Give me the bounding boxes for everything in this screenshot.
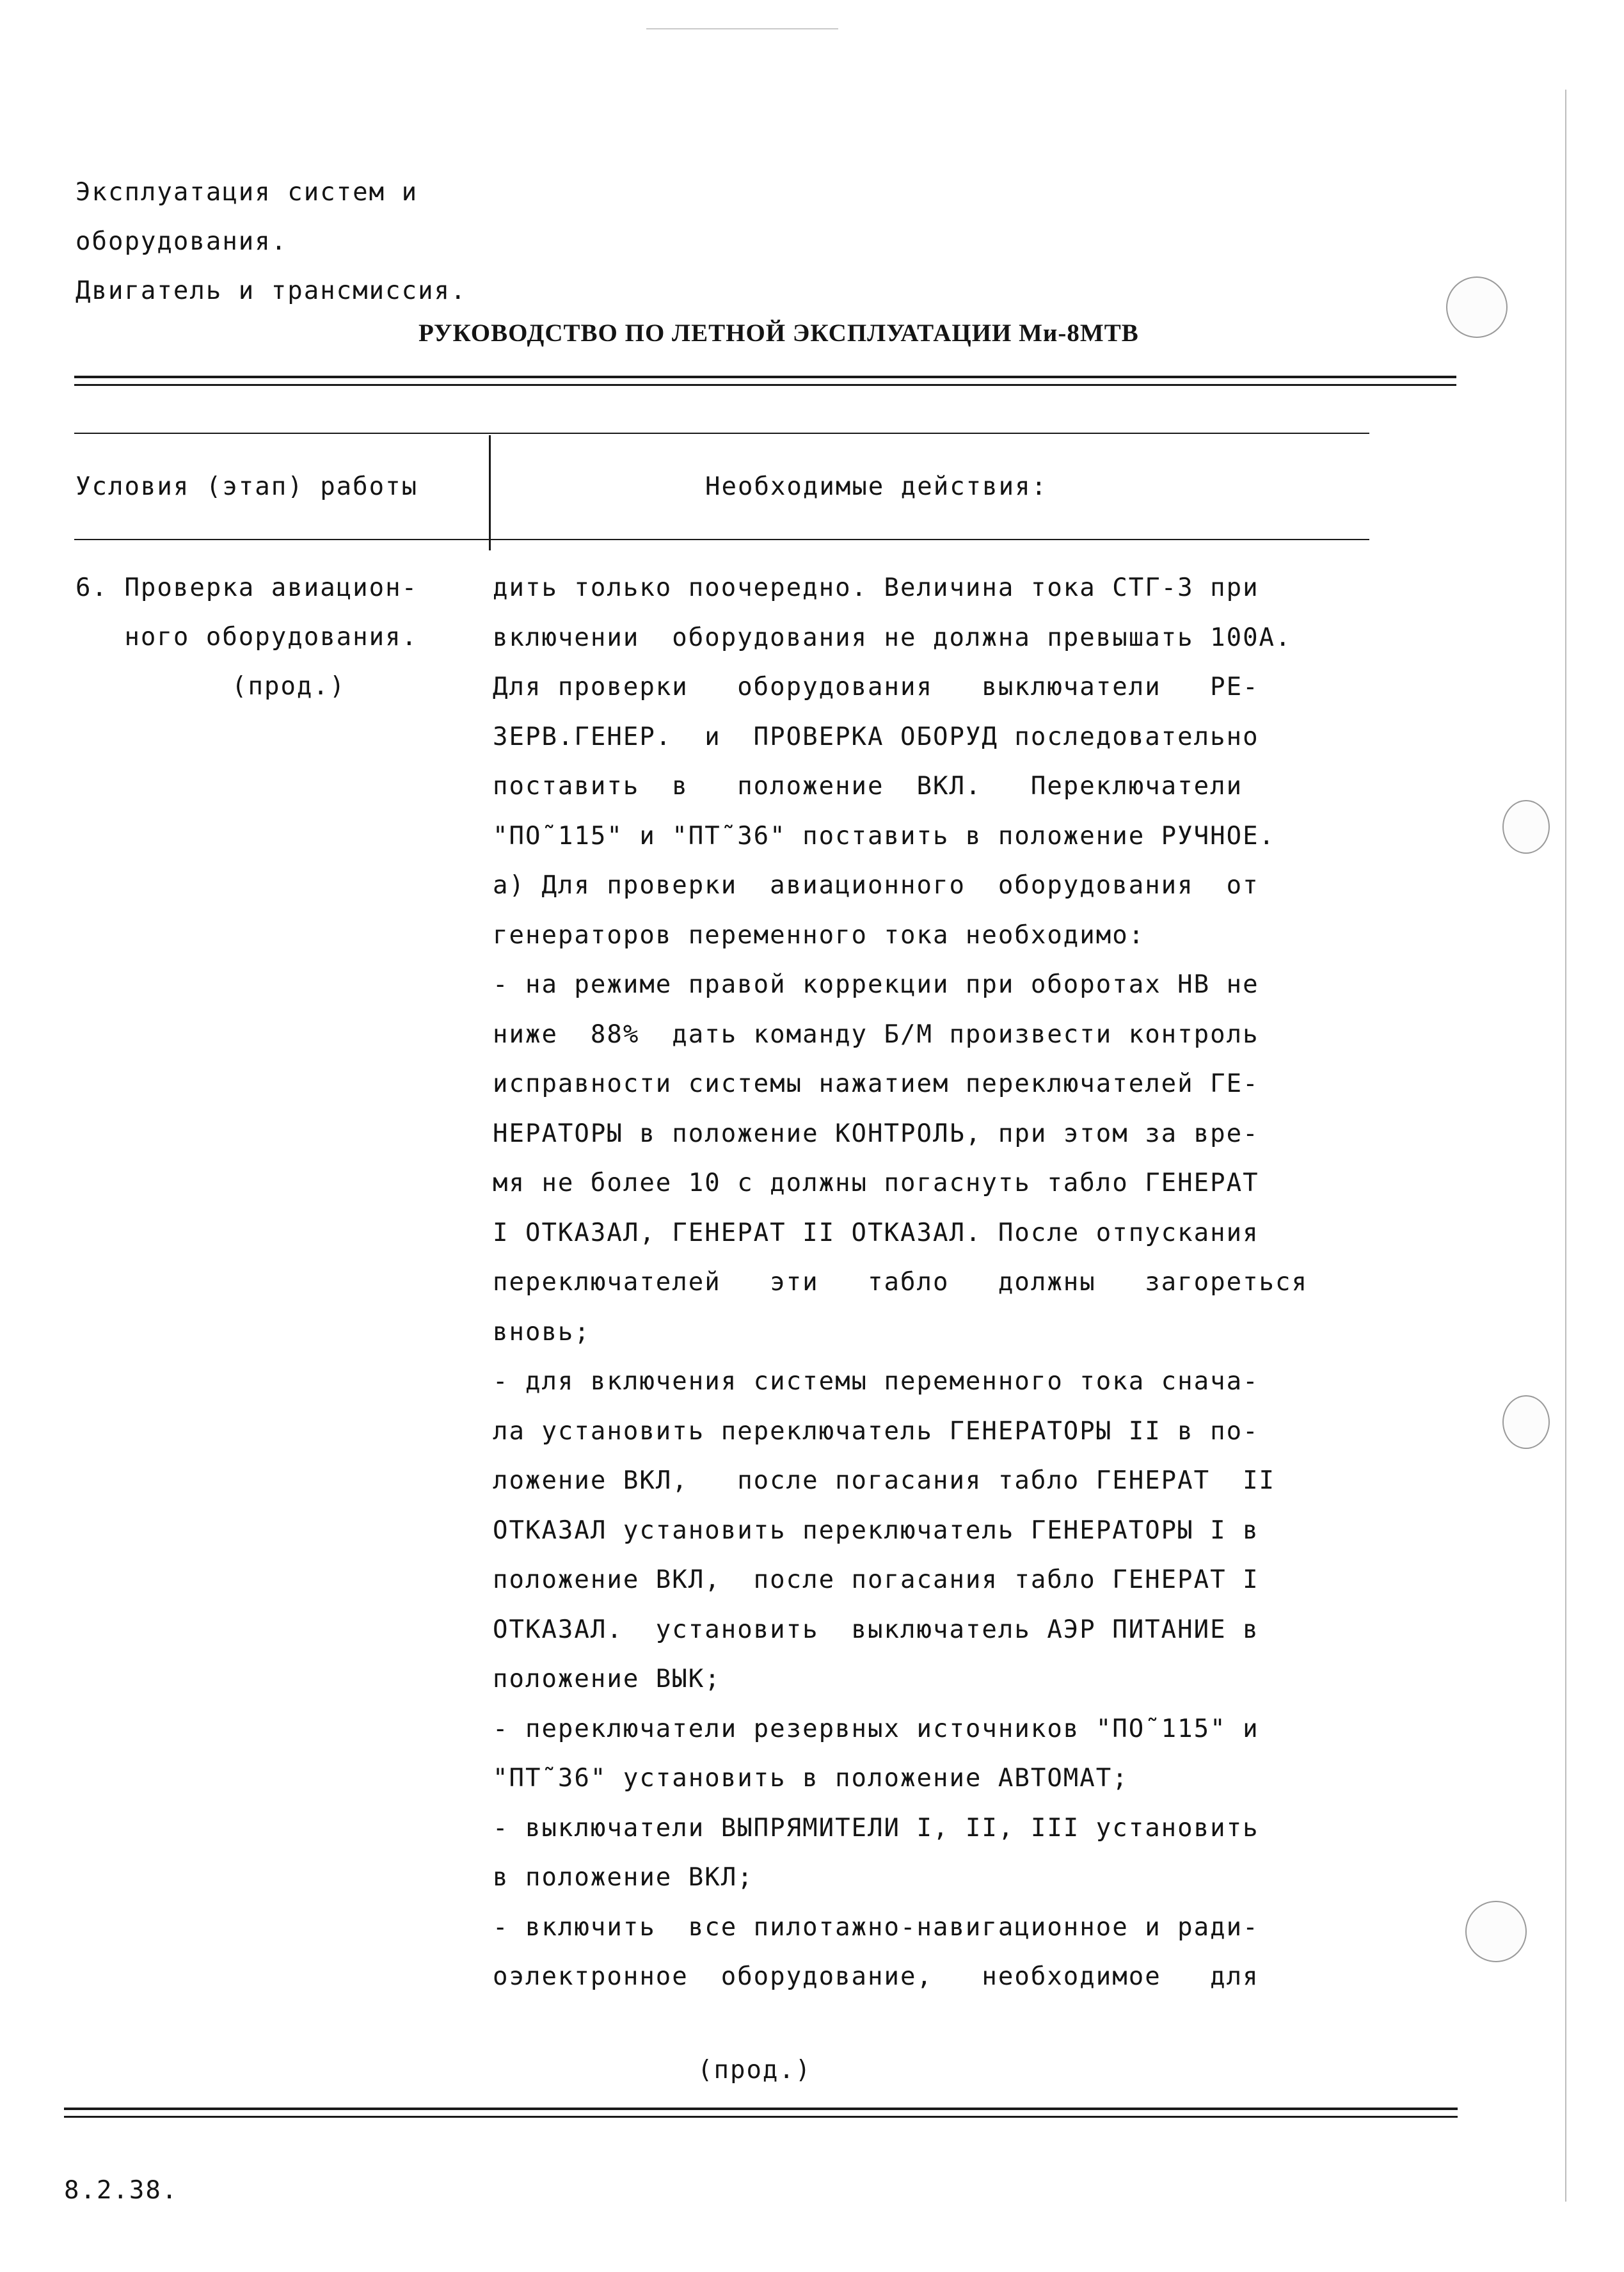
action-line: дить только поочередно. Величина тока СТГ-3 при <box>493 573 1259 602</box>
table-header-rule-bottom <box>74 539 1369 540</box>
punch-hole-1 <box>1446 276 1508 338</box>
action-line: I ОТКАЗАЛ, ГЕНЕРАТ II ОТКАЗАЛ. После отпускания <box>493 1218 1259 1247</box>
action-line: ложение ВКЛ, после погасания табло ГЕНЕРАТ II <box>493 1466 1276 1495</box>
table-header-divider <box>489 435 491 550</box>
footer-rule-bottom <box>64 2116 1458 2118</box>
action-line: ОТКАЗАЛ установить переключатель ГЕНЕРАТОРЫ I в <box>493 1516 1259 1545</box>
action-line: "ПО˜115" и "ПТ˜36" поставить в положение РУЧНОЕ. <box>493 821 1276 851</box>
punch-hole-4 <box>1465 1901 1527 1962</box>
action-line: исправности системы нажатием переключателей ГЕ- <box>493 1069 1259 1098</box>
table-header-rule-top <box>74 433 1369 434</box>
action-line: - выключатели ВЫПРЯМИТЕЛИ I, II, III установить <box>493 1813 1259 1843</box>
action-line: а) Для проверки авиационного оборудования от <box>493 871 1259 900</box>
page-number: 8.2.38. <box>64 2176 179 2205</box>
section-line-2: оборудования. <box>76 227 288 256</box>
condition-line-3: (прод.) <box>232 672 346 701</box>
action-line: - переключатели резервных источников "ПО˜115" и <box>493 1714 1259 1743</box>
section-line-1: Эксплуатация систем и <box>76 178 418 207</box>
action-line: Для проверки оборудования выключатели РЕ- <box>493 673 1259 701</box>
continued-label: (прод.) <box>697 2056 812 2084</box>
action-line: в положение ВКЛ; <box>493 1863 754 1892</box>
action-line: мя не более 10 с должны погаснуть табло ГЕНЕРАТ <box>493 1169 1259 1197</box>
action-line: "ПТ˜36" установить в положение АВТОМАТ; <box>493 1764 1129 1793</box>
title-rule-top <box>74 376 1456 378</box>
actions-column <box>493 573 1389 2013</box>
action-line: ла установить переключатель ГЕНЕРАТОРЫ II в по- <box>493 1416 1259 1446</box>
action-line: ЗЕРВ.ГЕНЕР. и ПРОВЕРКА ОБОРУД последовательно <box>493 722 1259 751</box>
action-line: ОТКАЗАЛ. установить выключатель АЭР ПИТАНИЕ в <box>493 1615 1259 1644</box>
action-line: НЕРАТОРЫ в положение КОНТРОЛЬ, при этом за вре- <box>493 1119 1259 1148</box>
condition-line-2: ного оборудования. <box>76 623 418 652</box>
action-line: включении оборудования не должна превышать 100А. <box>493 623 1292 652</box>
punch-hole-2 <box>1502 800 1550 854</box>
action-line: вновь; <box>493 1317 591 1347</box>
action-line: положение ВКЛ, после погасания табло ГЕНЕРАТ I <box>493 1565 1259 1594</box>
action-line: положение ВЫК; <box>493 1665 721 1693</box>
action-line: - включить все пилотажно-навигационное и ради- <box>493 1912 1259 1942</box>
column-header-conditions: Условия (этап) работы <box>76 472 418 501</box>
column-header-actions: Необходимые действия: <box>705 472 1048 501</box>
footer-rule-top <box>64 2108 1458 2110</box>
scan-mark-top <box>646 28 838 29</box>
condition-line-1: 6. Проверка авиацион- <box>76 573 418 602</box>
title-rule-bottom <box>74 384 1456 386</box>
action-line: оэлектронное оборудование, необходимое для <box>493 1962 1259 1991</box>
action-line: - для включения системы переменного тока снача- <box>493 1367 1259 1396</box>
action-line: поставить в положение ВКЛ. Переключатели <box>493 772 1243 801</box>
page-edge-right <box>1565 90 1566 2202</box>
action-line: генераторов переменного тока необходимо: <box>493 920 1145 950</box>
action-line: - на режиме правой коррекции при оборотах НВ не <box>493 970 1259 999</box>
punch-hole-3 <box>1502 1395 1550 1449</box>
section-line-3: Двигатель и трансмиссия. <box>76 276 467 305</box>
action-line: переключателей эти табло должны загореться <box>493 1268 1308 1297</box>
manual-title: РУКОВОДСТВО ПО ЛЕТНОЙ ЭКСПЛУАТАЦИИ Ми-8МТВ <box>418 319 1139 347</box>
action-line: ниже 88% дать команду Б/М произвести контроль <box>493 1020 1259 1049</box>
